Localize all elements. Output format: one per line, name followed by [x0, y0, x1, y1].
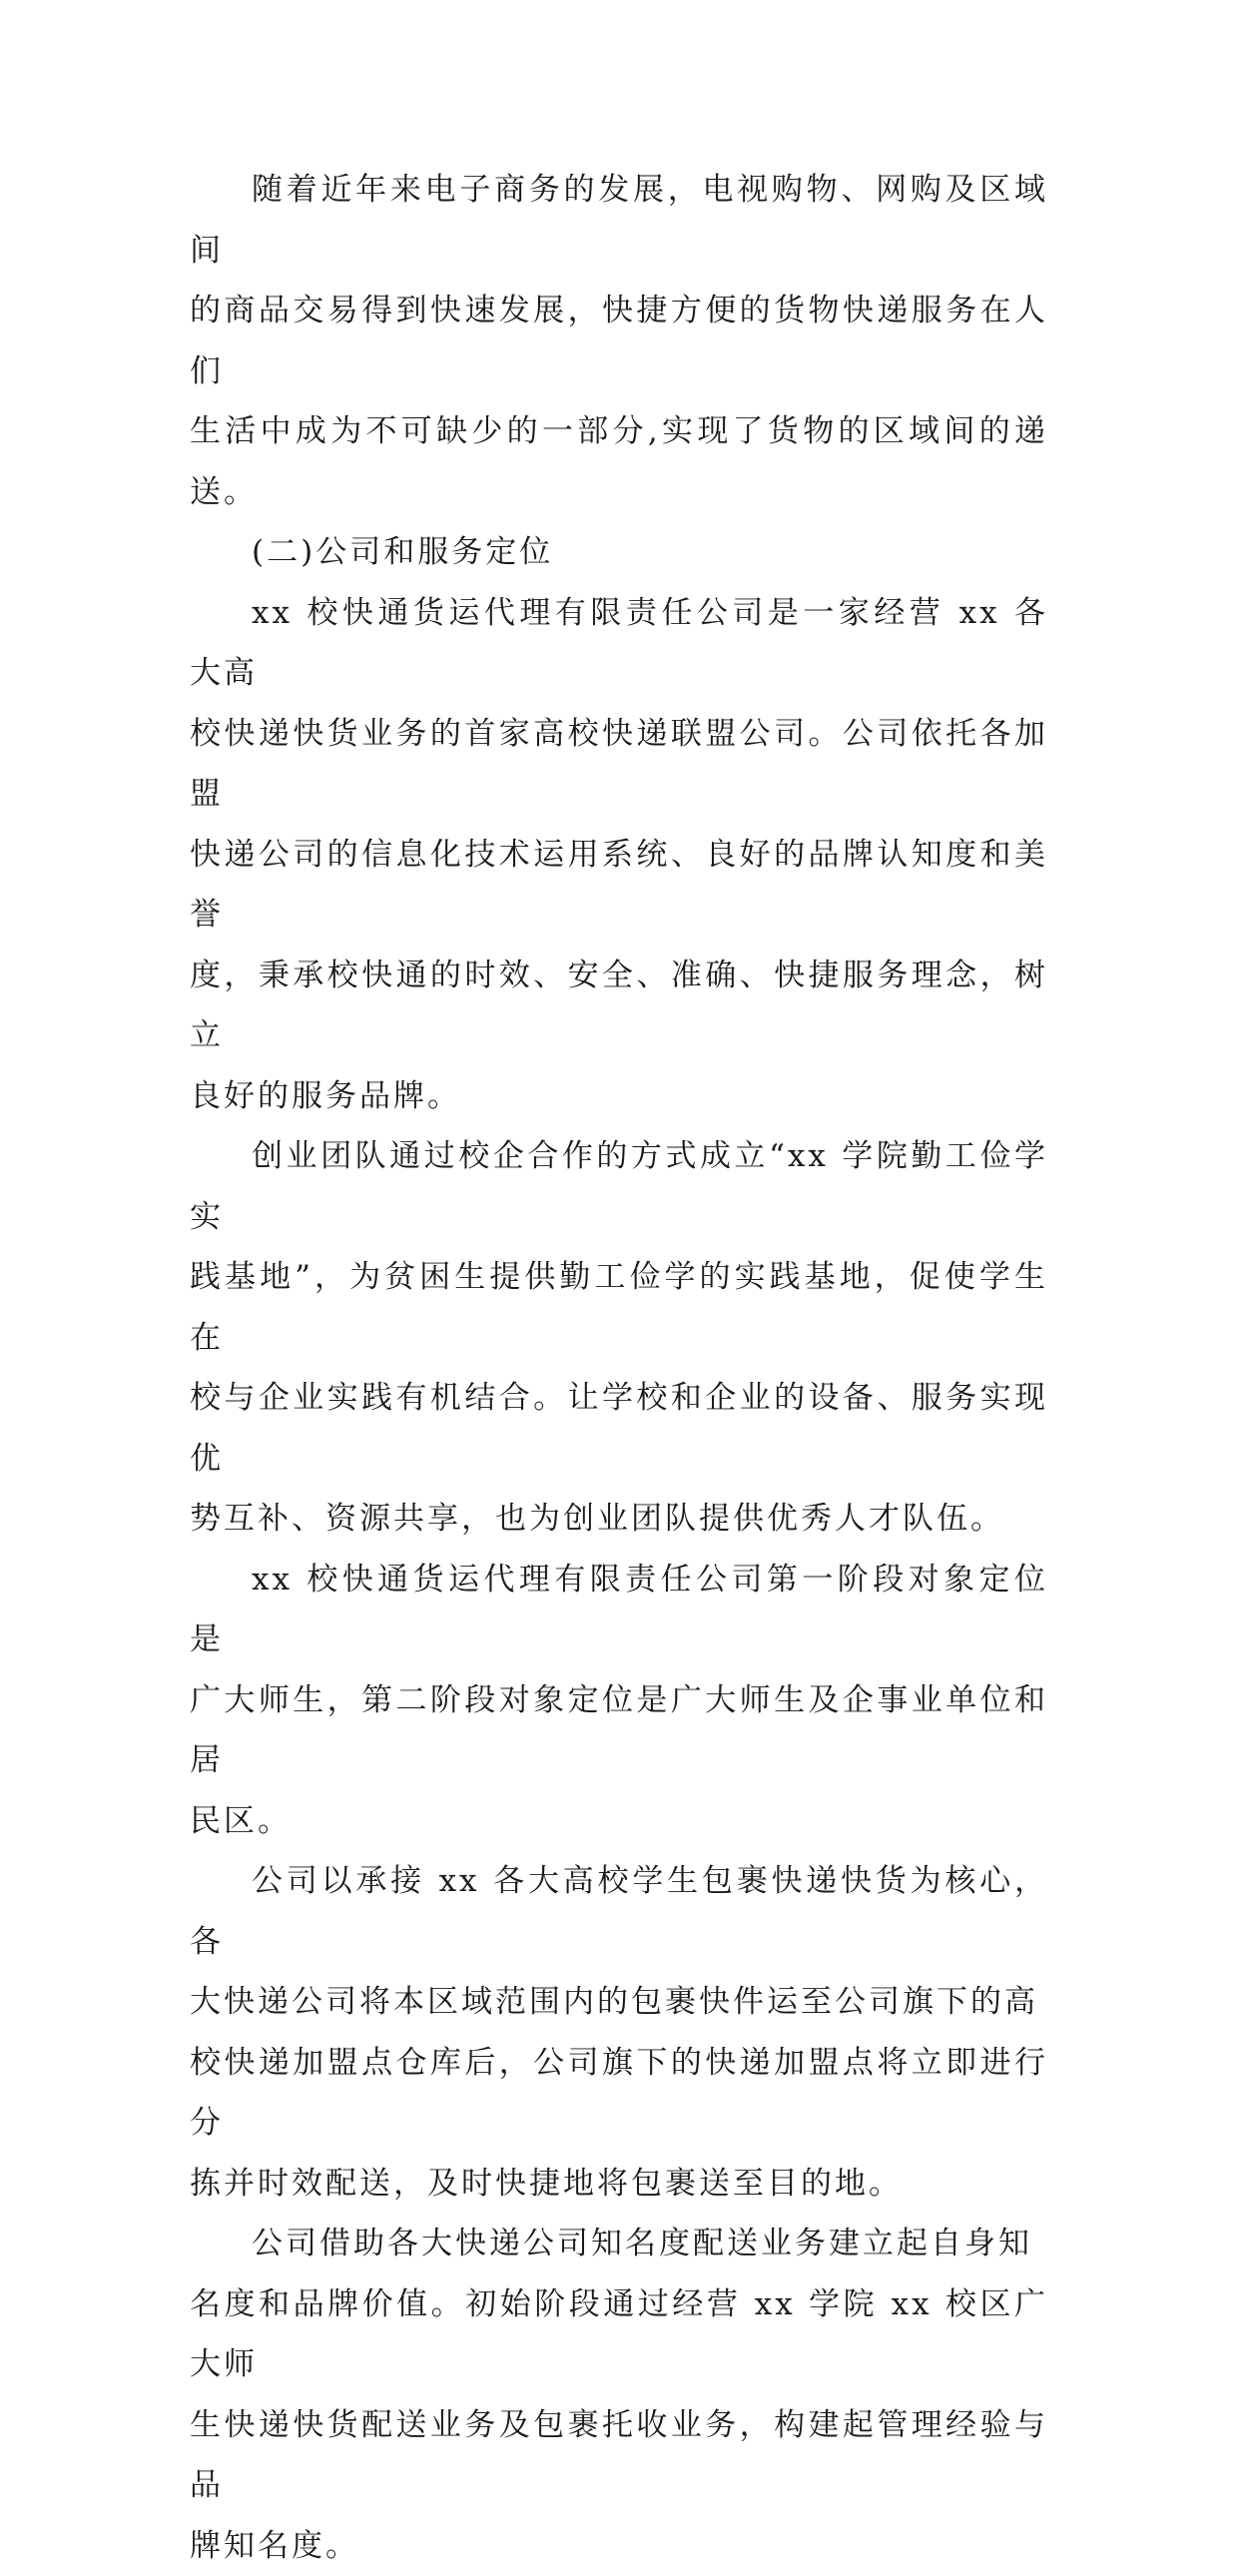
paragraph-company-introduction: xx 校快通货运代理有限责任公司是一家经营 xx 各大高 校快递快货业务的首家高校快递联盟公司。公司依托各加盟 快递公司的信息化技术运用系统、良好的品牌认知度和美誉 度，秉承校快通的时效、安全、准确、快捷服务理念，树立 良好的服务品牌。	[190, 594, 1048, 1114]
paragraph-practice-base: 创业团队通过校企合作的方式成立“xx 学院勤工俭学实 践基地”，为贫困生提供勤工俭学的实践基地，促使学生在 校与企业实践有机结合。让学校和企业的设备、服务实现优 势互补、资源共享，也为创业团队提供优秀人才队伍。	[190, 1138, 1048, 1537]
paragraph-ecommerce-background: 随着近年来电子商务的发展，电视购物、网购及区域间 的商品交易得到快速发展，快捷方便的货物快递服务在人们 生活中成为不可缺少的一部分,实现了货物的区域间的递送。	[190, 172, 1048, 510]
paragraph-target-positioning: xx 校快通货运代理有限责任公司第一阶段对象定位是 广大师生，第二阶段对象定位是广大师生及企事业单位和居 民区。	[190, 1561, 1048, 1839]
paragraph-brand-building: 公司借助各大快递公司知名度配送业务建立起自身知 名度和品牌价值。初始阶段通过经营 xx 学院 xx 校区广大师 生快递快货配送业务及包裹托收业务，构建起管理经验与品 牌知名度。	[190, 2226, 1048, 2564]
document-body	[190, 160, 1048, 2576]
section-heading-company-positioning: (二)公司和服务定位	[252, 534, 554, 570]
paragraph-core-business: 公司以承接 xx 各大高校学生包裹快递快货为核心，各 大快递公司将本区域范围内的包裹快件运至公司旗下的高 校快递加盟点仓库后，公司旗下的快递加盟点将立即进行分 拣并时效配送，及时快捷地将包裹送至目的地。	[190, 1863, 1048, 2202]
